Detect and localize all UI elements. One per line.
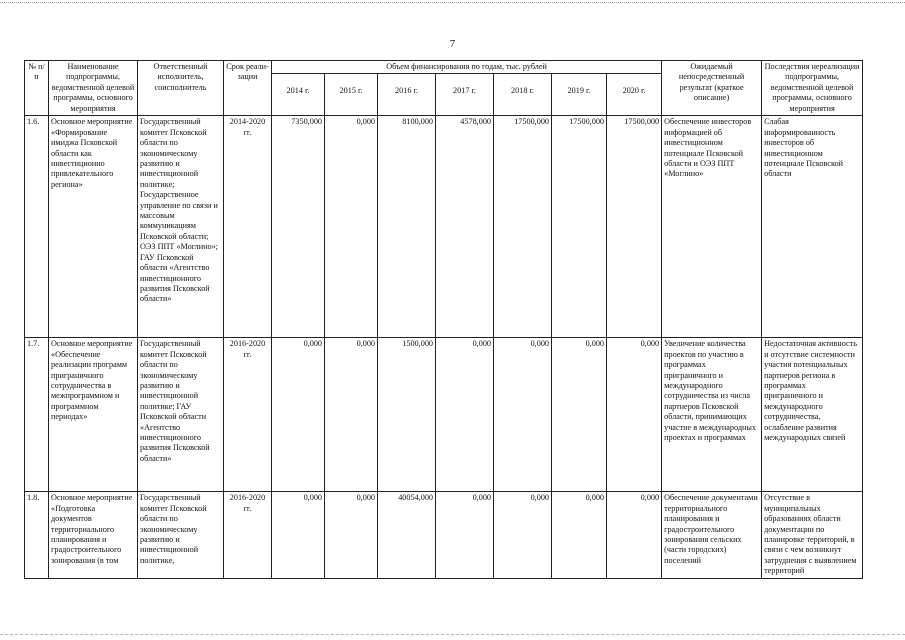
row-term: 2016-2020 гг. [224,492,272,578]
header-term: Срок реали-зации [224,61,272,116]
table-row [25,338,863,492]
row-value: 0,000 [552,338,607,492]
row-name [49,492,138,578]
header-year: 2016 г. [378,74,436,116]
header-consequence: Последствия нереализации подпрограммы, ведомственной целевой программы, основного мероприятия [762,61,863,116]
row-name: Основное мероприятие «Обеспечение реализации программ приграничного сотрудничества в межпрограммном и программном периодах» [49,338,138,492]
row-name-text: Основное мероприятие «Подготовка документов территориального планирования и градостроительного зонирования (в том [51,493,133,565]
scan-edge-top [0,2,905,3]
row-executor: Государственный комитет Псковской области по экономическому развитию и инвестиционной политике; Государственное управление по связи и массовым коммуникациям Псковской области; ОЭЗ ППТ «Моглино»; ГАУ Псковской области «Агентство инвестиционного развития Псковской области» [138,116,224,338]
row-result: Обеспечение инвесторов информацией об инвестиционном потенциале Псковской области и ОЭЗ ППТ «Моглино» [662,116,762,338]
row-value: 0,000 [325,492,378,578]
row-consequence [762,492,863,578]
row-result [662,492,762,578]
row-value: 0,000 [436,492,494,578]
row-value: 0,000 [607,338,662,492]
row-consequence: Слабая информированность инвесторов об инвестиционном потенциале Псковской области [762,116,863,338]
header-executor: Ответственный исполнитель, соисполнитель [138,61,224,116]
header-num: № п/п [25,61,49,116]
row-result-text: Обеспечение документами территориального планирования и градостроительного зонирования сельских (части городских) поселений [664,493,758,565]
row-value: 40054,000 [378,492,436,578]
row-executor: Государственный комитет Псковской области по экономическому развитию и инвестиционной политике; ГАУ Псковской области «Агентство инвестиционного развития Псковской области» [138,338,224,492]
row-term: 2016-2020 гг. [224,338,272,492]
header-financing: Объем финансирования по годам, тыс. рублей [272,61,662,74]
page-number: 7 [449,38,456,50]
row-value: 0,000 [494,492,552,578]
row-value: 0,000 [436,338,494,492]
header-year: 2015 г. [325,74,378,116]
row-value: 0,000 [272,338,325,492]
row-value: 17500,000 [607,116,662,338]
header-year: 2020 г. [607,74,662,116]
header-row [25,61,863,74]
row-value: 0,000 [325,338,378,492]
row-value: 0,000 [607,492,662,578]
row-num: 1.6. [25,116,49,338]
row-value: 7350,000 [272,116,325,338]
row-value: 1500,000 [378,338,436,492]
row-num: 1.7. [25,338,49,492]
row-value: 0,000 [325,116,378,338]
table-row [25,116,863,338]
header-year: 2018 г. [494,74,552,116]
row-value: 17500,000 [494,116,552,338]
header-year: 2019 г. [552,74,607,116]
header-year: 2014 г. [272,74,325,116]
table-row [25,492,863,578]
row-value: 4578,000 [436,116,494,338]
row-num: 1.8. [25,492,49,578]
program-table [24,60,863,579]
scan-edge-bottom [0,634,905,635]
row-consequence: Недостаточная активность и отсутствие системности участия потенциальных партнеров региона в программах приграничного и международного сотрудничества, ослабление развития международных связей [762,338,863,492]
header-name: Наименование подпрограммы, ведомственной целевой программы, основного мероприятия [49,61,138,116]
row-executor-text: Государственный комитет Псковской области по экономическому развитию и инвестиционной политике, [140,493,207,565]
header-year: 2017 г. [436,74,494,116]
row-value: 0,000 [494,338,552,492]
row-consequence-text: Отсутствие в муниципальных образованиях области документации по планировке территорий, в связи с чем возникнут затруднения с выявлением территорий [764,493,857,576]
row-name: Основное мероприятие «Формирование имиджа Псковской области как инвестиционно привлекательного региона» [49,116,138,338]
row-result: Увеличение количества проектов по участию в программах приграничного и международного сотрудничества из числа партнеров Псковской области, принимающих участие в международных проектах и программах [662,338,762,492]
row-value: 8100,000 [378,116,436,338]
row-value: 0,000 [272,492,325,578]
row-value: 17500,000 [552,116,607,338]
row-term: 2014-2020 гг. [224,116,272,338]
header-result: Ожидаемый непосредственный результат (краткое описание) [662,61,762,116]
row-executor [138,492,224,578]
row-value: 0,000 [552,492,607,578]
